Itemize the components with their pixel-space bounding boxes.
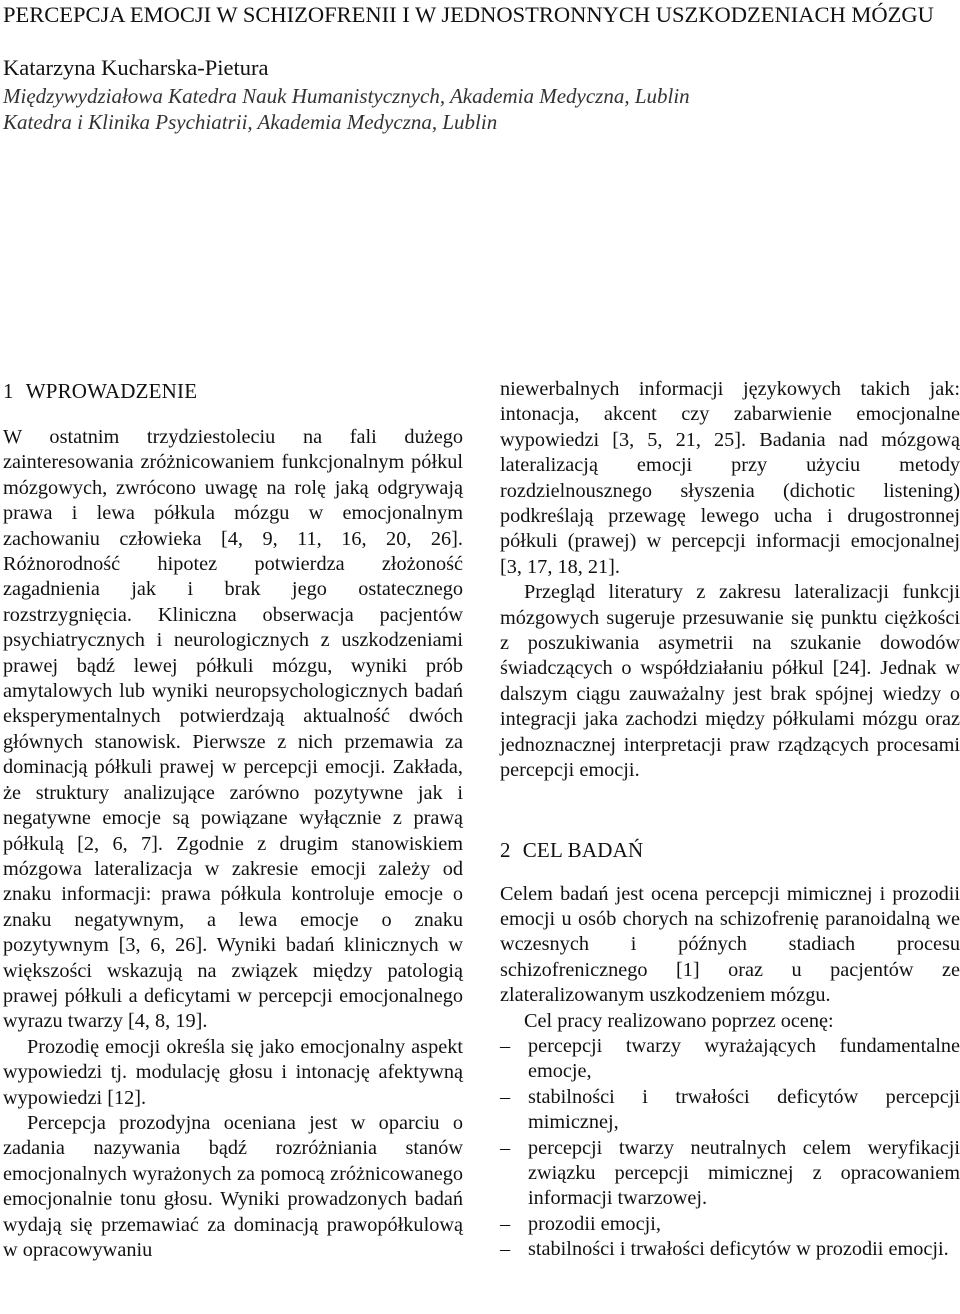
left-column bbox=[3, 377, 463, 1263]
list-item: – stabilności i trwałości deficytów w prozodii emocji. bbox=[500, 1237, 960, 1262]
section-2-heading bbox=[500, 836, 960, 864]
section-2-paragraph-2: Cel pracy realizowano poprzez ocenę: bbox=[524, 1009, 834, 1032]
section-1-title: WPROWADZENIE bbox=[25, 379, 198, 403]
section-1-heading bbox=[3, 377, 463, 405]
section-1-paragraph-3: Percepcja prozodyjna oceniana jest w oparciu o zadania nazywania bądź rozróżniania stanów emocjonalnych wyrażonych za pomocą zróżnicowanego emocjonalnie tonu głosu. Wyniki prowadzonych badań wydają się przemawiać za dominacją prawopółkulową w opracowywaniu bbox=[3, 1111, 463, 1261]
continued-paragraph: niewerbalnych informacji językowych takich jak: intonacja, akcent czy zabarwienie emocjonalne wypowiedzi [3, 5, 21, 25]. Badania nad mózgową lateralizacją emocji przy użyciu metody rozdzielnousznego słyszenia (dichotic listening) podkreślają przewagę lewego ucha i drugostronnej półkuli (prawej) w percepcji informacji emocjonalnej [3, 17, 18, 21]. bbox=[500, 378, 960, 578]
affiliation-1: Międzywydziałowa Katedra Nauk Humanistycznych, Akademia Medyczna, Lublin bbox=[3, 84, 690, 108]
section-2-number: 2 bbox=[500, 837, 511, 862]
article-header bbox=[3, 0, 953, 135]
article-title: PERCEPCJA EMOCJI W SCHIZOFRENII I W JEDNOSTRONNYCH USZKODZENIACH MÓZGU bbox=[3, 2, 934, 27]
list-item: – percepcji twarzy neutralnych celem weryfikacji związku percepcji mimicznej z opracowaniem informacji twarzowej. bbox=[500, 1136, 960, 1212]
list-item: – percepcji twarzy wyrażających fundamentalne emocje, bbox=[500, 1034, 960, 1085]
section-1-number: 1 bbox=[3, 379, 14, 403]
section-1-paragraph-1: W ostatnim trzydziestoleciu na fali dużego zainteresowania zróżnicowaniem funkcjonalnym półkul mózgowych, zwrócono uwagę na rolę jaką odgrywają prawa i lewa półkula mózgu w emocjonalnym zachowaniu człowieka [4, 9, 11, 16, 20, 26]. Różnorodność hipotez potwierdza złożoność zagadnienia jak i brak jego ostatecznego rozstrzygnięcia. Kliniczna obserwacja pacjentów psychiatrycznych i neurologicznych z uszkodzeniami prawej bądź lewej półkuli mózgu, wyniki prób amytalowych lub wyniki neuropsychologicznych badań eksperymentalnych potwierdzają aktualność dwóch głównych stanowisk. Pierwsze z nich przemawia za dominacją półkuli prawej w percepcji emocji. Zakłada, że struktury analizujące zarówno pozytywne jak i negatywne emocje są powiązane wyłącznie z prawą półkulą [2, 6, 7]. Zgodnie z drugim stanowiskiem mózgowa lateralizacja w zakresie emocji zależy od znaku informacji: prawa półkula kontroluje emocje o znaku negatywnym, a lewa emocje o znaku pozytywnym [3, 6, 26]. Wyniki badań klinicznych w większości wskazują na związek między patologią prawej półkuli a deficytami w percepcji emocjonalnego wyrazu twarzy [4, 8, 19]. bbox=[3, 426, 463, 1033]
list-item: – stabilności i trwałości deficytów percepcji mimicznej, bbox=[500, 1085, 960, 1136]
author-name: Katarzyna Kucharska-Pietura bbox=[3, 55, 269, 80]
right-column bbox=[500, 377, 960, 1263]
section-1-paragraph-2: Prozodię emocji określa się jako emocjonalny aspekt wypowiedzi tj. modulację głosu i intonację afektywną wypowiedzi [12]. bbox=[3, 1035, 463, 1109]
literature-paragraph: Przegląd literatury z zakresu lateralizacji funkcji mózgowych sugeruje przesuwanie się punktu ciężkości z poszukiwania asymetrii na szukanie dowodów świadczących o współdziałaniu półkul [24]. Jednak w dalszym ciągu zauważalny jest brak spójnej wiedzy o integracji jaka zachodzi między półkulami mózgu oraz jednoznacznej interpretacji praw rządzących procesami percepcji emocji. bbox=[500, 581, 960, 782]
affiliation-2: Katedra i Klinika Psychiatrii, Akademia Medyczna, Lublin bbox=[3, 110, 498, 134]
section-2-title: CEL BADAŃ bbox=[522, 837, 644, 862]
list-item: – prozodii emocji, bbox=[500, 1212, 960, 1237]
section-2-paragraph-1: Celem badań jest ocena percepcji mimicznej i prozodii emocji u osób chorych na schizofrenię paranoidalną we wczesnych i późnych stadiach procesu schizofrenicznego [1] oraz u pacjentów ze zlateralizowanym uszkodzeniem mózgu. bbox=[500, 882, 960, 1007]
aims-list bbox=[500, 1034, 960, 1263]
